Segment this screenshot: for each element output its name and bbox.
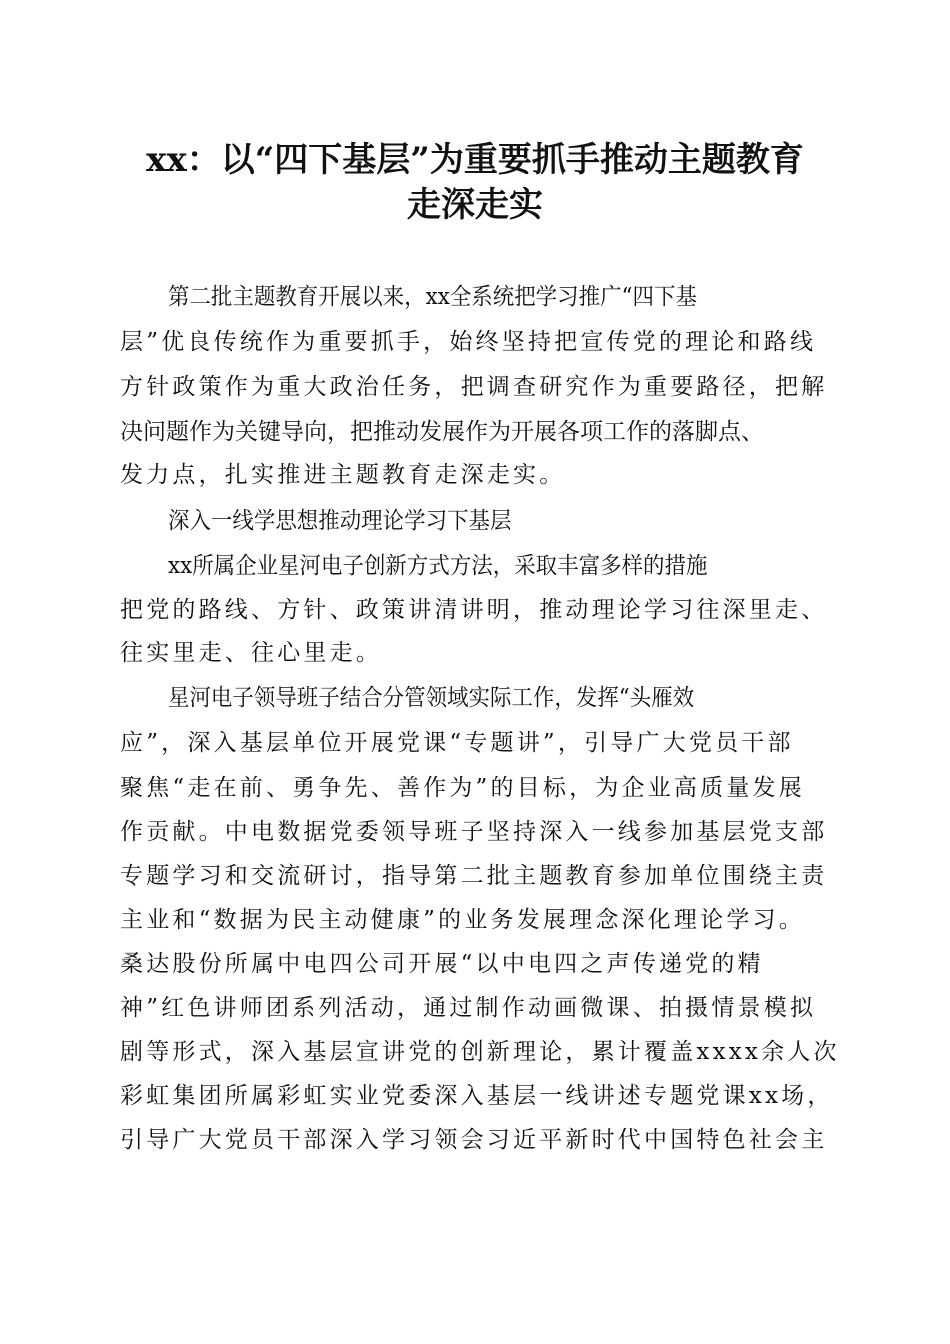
body-text-line: 发力点，扎实推进主题教育走深走实。 xyxy=(120,462,566,488)
body-text-line: 桑达股份所属中电四公司开展“以中电四之声传递党的精 xyxy=(120,951,764,977)
body-text-line: 往实里走、往心里走。 xyxy=(120,640,382,666)
body-text-line: 主业和“数据为民主动健康”的业务发展理念深化理论学习。 xyxy=(120,907,805,933)
body-text-line: 第二批主题教育开展以来，xx全系统把学习推广“四下基 xyxy=(168,284,697,310)
body-text-line: 神”红色讲师团系列活动，通过制作动画微课、拍摄情景模拟 xyxy=(120,995,817,1021)
body-text-line: 决问题作为关键导向，把推动发展作为开展各项工作的落脚点、 xyxy=(120,419,764,445)
body-text-line: 作贡献。中电数据党委领导班子坚持深入一线参加基层党支部 xyxy=(120,819,828,845)
body-text-line: 引导广大党员干部深入学习领会习近平新时代中国特色社会主 xyxy=(120,1127,828,1153)
body-text-line: 层”优良传统作为重要抓手，始终坚持把宣传党的理论和路线 xyxy=(120,329,817,355)
body-text-line: 彩虹集团所属彩虹实业党委深入基层一线讲述专题党课xx场， xyxy=(120,1083,834,1109)
body-text-line: 剧等形式，深入基层宣讲党的创新理论，累计覆盖xxxx余人次 xyxy=(120,1039,840,1065)
body-text-line: xx所属企业星河电子创新方式方法，采取丰富多样的措施 xyxy=(168,553,708,579)
body-text-line: 方针政策作为重大政治任务，把调查研究作为重要路径，把解 xyxy=(120,374,828,400)
body-text-line: 星河电子领导班子结合分管领域实际工作，发挥“头雁效 xyxy=(168,685,695,711)
body-text-line: 把党的路线、方针、政策讲清讲明，推动理论学习往深里走、 xyxy=(120,597,828,623)
body-text-line: 专题学习和交流研讨，指导第二批主题教育参加单位围绕主责 xyxy=(120,863,828,889)
doc-title-line-2: 走深走实 xyxy=(407,185,543,225)
body-text-line: 聚焦“走在前、勇争先、善作为”的目标，为企业高质量发展 xyxy=(120,775,805,801)
body-text-line: 应”，深入基层单位开展党课“专题讲”，引导广大党员干部 xyxy=(120,730,794,756)
section-heading: 深入一线学思想推动理论学习下基层 xyxy=(168,508,512,534)
doc-title-line-1: xx：以“四下基层”为重要抓手推动主题教育 xyxy=(146,140,804,180)
